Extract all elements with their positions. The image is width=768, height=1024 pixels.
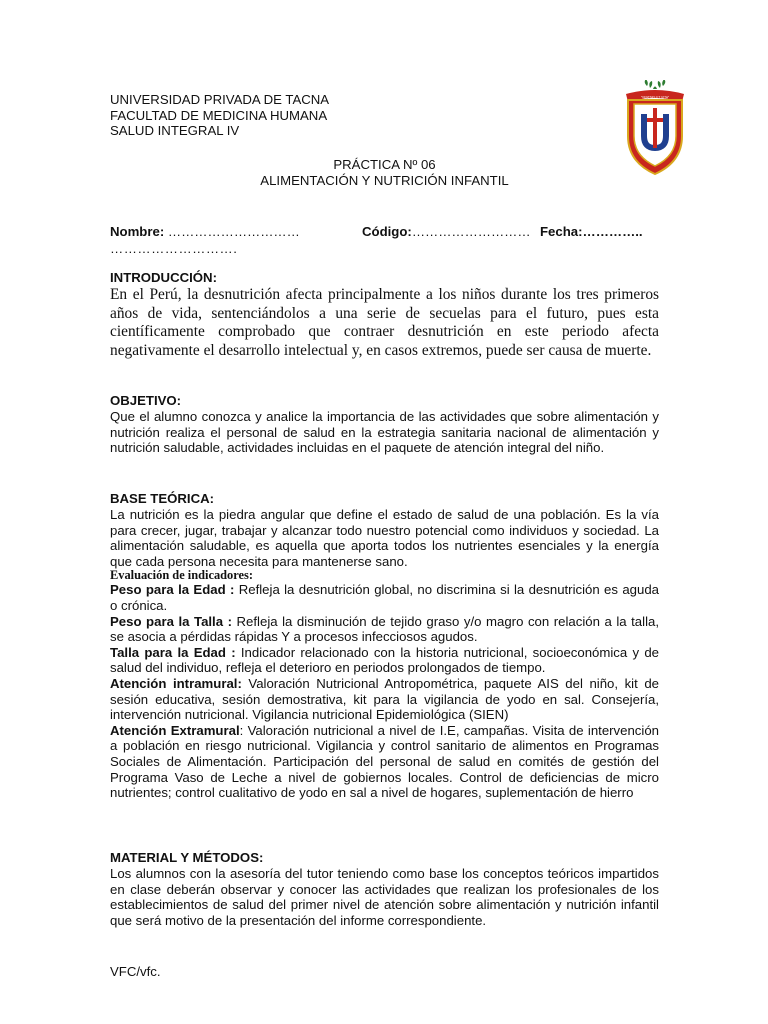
objetivo-heading: OBJETIVO: [110,393,182,408]
indicator-desc: Refleja la desnutrición global, no discrimina si la desnutrición es aguda o crónica. [110,582,659,613]
indicator-term: Talla para la Edad : [110,644,236,660]
cross-icon [653,108,657,148]
section-introduccion [110,270,659,360]
indicator-item [110,645,659,676]
indicator-item [110,723,659,801]
nombre-field [110,224,300,240]
codigo-label: Código: [362,224,412,239]
indicator-item [110,614,659,645]
nombre-label: Nombre: [110,224,165,239]
indicator-desc: Refleja la disminución de tejido graso y/o magro con relación a la talla, se asocia a pérdidas rápidas Y a procesos infecciosos agudos. [110,613,659,645]
document-title [110,157,659,188]
nombre-dots: ………………………… [164,224,300,239]
indicators-subheading: Evaluación de indicadores: [110,568,253,583]
objetivo-text: Que el alumno conozca y analice la importancia de las actividades que sobre alimentación y nutrición realiza el personal de salud en la estrategia sanitaria nacional de alimentación y nutrición saludable, actividades incluidas en el paquete de atención integral del niño. [110,409,659,456]
laurel-icon [645,80,666,89]
indicator-term: Atención intramural: [110,675,242,691]
indicator-term: Atención Extramural [110,722,240,738]
seal-motto: "VERITAS ET VITA" [640,95,670,100]
indicator-desc: Valoración Nutricional Antropométrica, paquete AIS del niño, kit de sesión educativa, sesión demostrativa, kit para la vigilancia de yodo en sal. Consejería, intervención nutricional. Vigilancia nutricional Epidemiológica (SIEN) [110,675,659,723]
university-name: UNIVERSIDAD PRIVADA DE TACNA [110,92,330,107]
university-seal-logo [620,80,690,176]
continuation-dots: ………………………. [110,241,238,256]
indicator-term: Peso para la Edad : [110,582,235,598]
indicator-desc: : Valoración nutricional a nivel de I.E, campañas. Visita de intervención a población en riesgo nutricional. Vigilancia y control sanitario de alimentos en Programas Sociales de Alimentación. Participación del personal de salud en comités de gestión del Programa Vaso de Leche a nivel de gobiernos locales. Control de deficiencias de micro nutrientes; control cualitativo de yodo en sal a nivel de hogares, suplementación de hierro [110,722,659,801]
indicator-item [110,676,659,723]
intro-heading: INTRODUCCIÓN: [110,270,217,285]
fecha-field: Fecha:………….. [540,224,643,239]
document-header [110,92,329,139]
indicator-item [110,582,659,613]
section-objetivo [110,393,659,456]
practice-topic: ALIMENTACIÓN Y NUTRICIÓN INFANTIL [260,172,509,188]
base-text: La nutrición es la piedra angular que define el estado de salud de una población. Es la vía para crecer, jugar, trabajar y alcanzar todo nuestro potencial como individuos y sociedad. La alimentación saludable, es aquella que aporta todos los nutrientes esenciales y la energía que cada persona necesita para mantenerse sano. [110,507,659,569]
section-base-teorica [110,491,659,801]
signature-initials: VFC/vfc. [110,964,161,979]
faculty-name: FACULTAD DE MEDICINA HUMANA [110,107,328,123]
material-heading: MATERIAL Y MÉTODOS: [110,850,264,865]
codigo-dots: ……………………… [411,224,531,239]
codigo-field [362,224,531,240]
base-heading: BASE TEÓRICA: [110,491,215,506]
practice-number: PRÁCTICA Nº 06 [333,157,436,172]
intro-text: En el Perú, la desnutrición afecta principalmente a los niños durante los tres primeros años de vida, sentenciándolos a una serie de secuelas para el futuro, pues esta científicamente comprobado que contraer desnutrición en este periodo afecta negativamente el desarrollo intelectual y, en casos extremos, puede ser causa de muerte. [110,286,659,359]
material-text: Los alumnos con la asesoría del tutor teniendo como base los conceptos teóricos impartidos en clase deberán observar y conocer las actividades que realizan los profesionales de los establecimientos de salud del primer nivel de atención sobre alimentación y nutrición infantil que será motivo de la presentación del informe correspondiente. [110,866,659,928]
indicator-term: Peso para la Talla : [110,613,232,629]
indicator-desc: Indicador relacionado con la historia nutricional, socioeconómica y de salud del individuo, refleja el deterioro en periodos prolongados de tiempo. [110,644,660,676]
course-name: SALUD INTEGRAL IV [110,123,240,139]
section-material-metodos [110,850,659,928]
